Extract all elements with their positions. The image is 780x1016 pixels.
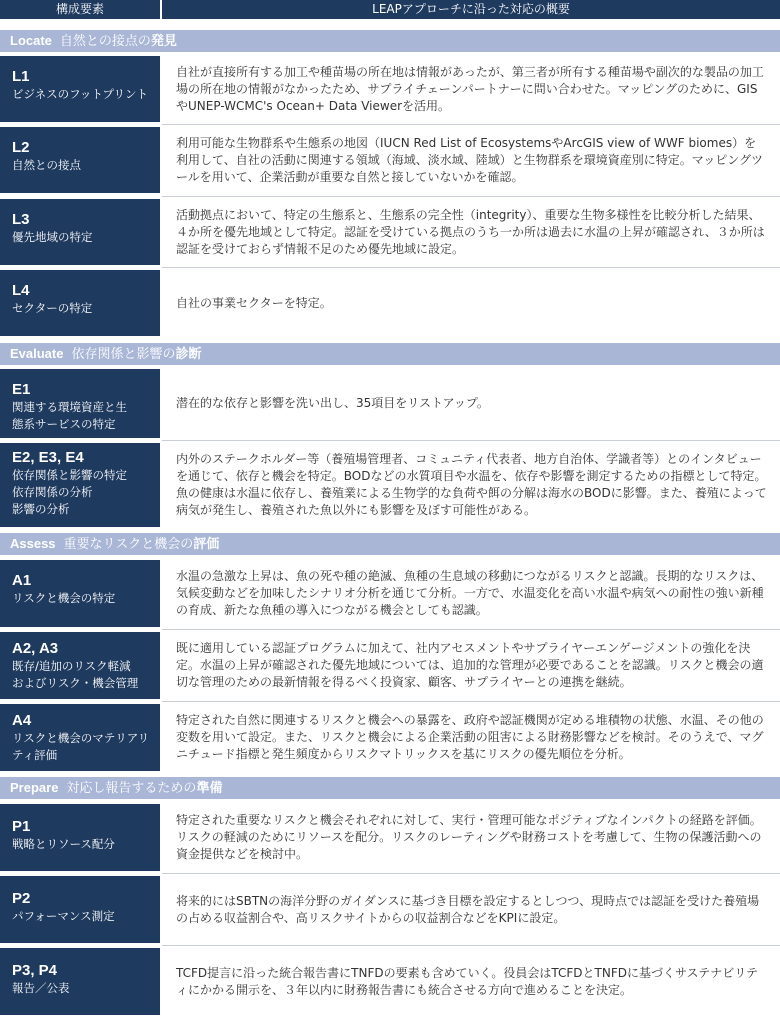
- row-description: 活動拠点において、特定の生態系と、生態系の完全性（integrity）、重要な生物多様性を比較分析した結果、４か所を優先地域として特定。認証を受けている拠点のうち一か所は過去に水温の上昇が確認され、３か所は認証を受けておらず情報不足のため優先地域に設定。: [176, 207, 765, 256]
- phase-header-locate: [0, 30, 780, 52]
- row-description: 特定された自然に関連するリスクと機会への暴露を、政府や認証機関が定める堆積物の状態、水温、その他の変数を用いて設定。また、リスクと機会による企業活動の阻害による財務影響などを検討。そのうえで、マグニチュード指標と発生頻度からリスクマトリックスを基にリスクの優先順位を分析。: [176, 713, 764, 761]
- row-code: P1: [12, 818, 31, 835]
- table-row-l3: [0, 199, 780, 265]
- row-divider: [162, 873, 780, 874]
- column-header-overview: LEAPアプローチに沿った対応の概要: [162, 0, 780, 19]
- row-code: E1: [12, 381, 31, 398]
- table-row-a1: [0, 560, 780, 627]
- table-row-p1: [0, 804, 780, 871]
- row-code: A4: [12, 712, 32, 729]
- row-label-text: 優先地域の特定: [12, 230, 93, 244]
- row-code: L2: [12, 139, 30, 156]
- table-row-e2-e4: [0, 443, 780, 527]
- row-label: [0, 56, 160, 122]
- table-row-l4: [0, 270, 780, 336]
- row-label-text: リスクと機会の特定: [12, 591, 116, 605]
- row-label-text: 既存/追加のリスク軽減 およびリスク・機会管理: [12, 659, 139, 690]
- phase-emphasis: 診断: [175, 347, 202, 362]
- table-row-p2: [0, 876, 780, 943]
- row-label: [0, 270, 160, 336]
- row-label-text: 自然との接点: [12, 158, 81, 172]
- row-label-text: 戦略とリソース配分: [12, 837, 115, 851]
- row-divider: [162, 124, 780, 125]
- table-row-p3-p4: [0, 948, 780, 1015]
- phase-title: 対応し報告するための: [66, 781, 197, 796]
- row-divider: [162, 196, 780, 197]
- row-label: [0, 560, 160, 627]
- row-label-text: 関連する環境資産と生 態系サービスの特定: [12, 400, 127, 431]
- row-label: [0, 804, 160, 871]
- row-divider: [162, 945, 780, 946]
- row-divider: [162, 629, 780, 630]
- row-label: [0, 199, 160, 265]
- row-divider: [162, 440, 780, 441]
- row-description: TCFD提言に沿った統合報告書にTNFDの要素も含めていく。役員会はTCFDとTNFDに基づくサステナビリティにかかる開示を、３年以内に財務報告書にも統合させる方向で進めることを決定。: [176, 965, 758, 997]
- row-description: 内外のステークホルダー等（養殖場管理者、コミュニティ代表者、地方自治体、学識者等）とのインタビューを通じて、依存と機会を特定。BODなどの水質項目や水温を、依存や影響を測定するための指標として特定。魚の健康は水温に依存し、養殖業による生物学的な負荷や餌の分解は海水のBODに影響。また、養殖によって病気が発生し、養殖された魚以外にも影響を及ぼす可能性がある。: [176, 452, 767, 517]
- row-label: [0, 369, 160, 438]
- row-code: E2, E3, E4: [12, 449, 84, 466]
- row-description: 水温の急激な上昇は、魚の死や種の絶滅、魚種の生息域の移動につながるリスクと認識。長期的なリスクは、気候変動などを加味したシナリオ分析を通じて分析。一方で、水温変化を高い水温や病気への耐性の強い新種の育成、新たな魚種の導入につながる機会としても認識。: [176, 569, 764, 617]
- phase-header-evaluate: [0, 343, 780, 365]
- table-row-l2: [0, 127, 780, 193]
- phase-word: Prepare: [10, 780, 59, 795]
- row-description: 利用可能な生物群系や生態系の地図（IUCN Red List of EcosystemsやArcGIS view of WWF biomes）を利用して、自社の活動に関連する領域（海域、淡水域、陸域）と生物群系を環境資産別に特定。マッピングツールを用いて、企業活動が重要な自然と接していないかを確認。: [176, 135, 764, 184]
- phase-emphasis: 発見: [150, 34, 177, 49]
- phase-title: 自然との接点の: [59, 34, 151, 49]
- row-label: [0, 632, 160, 699]
- row-label: [0, 704, 160, 771]
- row-label-text: パフォーマンス測定: [12, 909, 115, 923]
- row-label: [0, 948, 160, 1015]
- phase-header-prepare: [0, 777, 780, 799]
- row-label: [0, 127, 160, 193]
- table-row-l1: [0, 56, 780, 122]
- row-label-text: セクターの特定: [12, 301, 93, 315]
- row-code: P3, P4: [12, 962, 58, 979]
- row-divider: [162, 267, 780, 268]
- phase-title: 依存関係と影響の: [71, 347, 176, 362]
- row-description: 特定された重要なリスクと機会それぞれに対して、実行・管理可能なポジティブなインパクトの経路を評価。リスクの軽減のためにリソースを配分。リスクのレーティングや財務コストを考慮して、生物の保護活動への資金提供などを検討中。: [176, 813, 762, 861]
- row-code: L1: [12, 68, 30, 85]
- row-code: L3: [12, 211, 30, 228]
- row-description: 既に適用している認証プログラムに加えて、社内アセスメントやサプライヤーエンゲージメントの強化を決定。水温の上昇が確認された優先地域については、追加的な管理が必要であることを認識。リスクと機会の適切な管理のための最新情報を得るべく投資家、顧客、サプライヤーとの連携を継続。: [176, 641, 764, 689]
- row-label: [0, 876, 160, 943]
- phase-header-assess: [0, 533, 780, 555]
- row-divider: [162, 701, 780, 702]
- phase-title: 重要なリスクと機会の: [63, 537, 194, 552]
- row-code: P2: [12, 890, 31, 907]
- row-code: A2, A3: [12, 640, 59, 657]
- row-description: 自社が直接所有する加工や種苗場の所在地は情報があったが、第三者が所有する種苗場や副次的な製品の加工場の所在地の情報がなかったため、サプライチェーンパートナーに問い合わせた。マッピングのために、GISやUNEP-WCMC's Ocean+ Data Viewerを活用。: [176, 64, 764, 113]
- table-row-e1: [0, 369, 780, 438]
- phase-word: Assess: [10, 536, 56, 551]
- row-description: 将来的にはSBTNの海洋分野のガイダンスに基づき目標を設定するとしつつ、現時点では認証を受けた養殖場の占める収益割合や、高リスクサイトからの収益割合などをKPIに設定。: [176, 893, 760, 925]
- row-description: 自社の事業セクターを特定。: [176, 295, 332, 310]
- table-row-a4: [0, 704, 780, 771]
- row-label-text: 報告／公表: [12, 981, 70, 995]
- row-code: L4: [12, 282, 30, 299]
- phase-emphasis: 準備: [196, 781, 223, 796]
- row-label-text: ビジネスのフットプリント: [12, 87, 149, 101]
- column-header-component: 構成要素: [0, 0, 160, 19]
- row-label-text: 依存関係と影響の特定 依存関係の分析 影響の分析: [12, 468, 127, 516]
- row-code: A1: [12, 572, 32, 589]
- row-label: [0, 443, 160, 527]
- row-description: 潜在的な依存と影響を洗い出し、35項目をリストアップ。: [176, 396, 489, 410]
- phase-word: Evaluate: [10, 346, 64, 361]
- row-label-text: リスクと機会のマテリアリ ティ評価: [12, 731, 150, 762]
- phase-emphasis: 評価: [193, 537, 220, 552]
- table-row-a2-a3: [0, 632, 780, 699]
- phase-word: Locate: [10, 33, 52, 48]
